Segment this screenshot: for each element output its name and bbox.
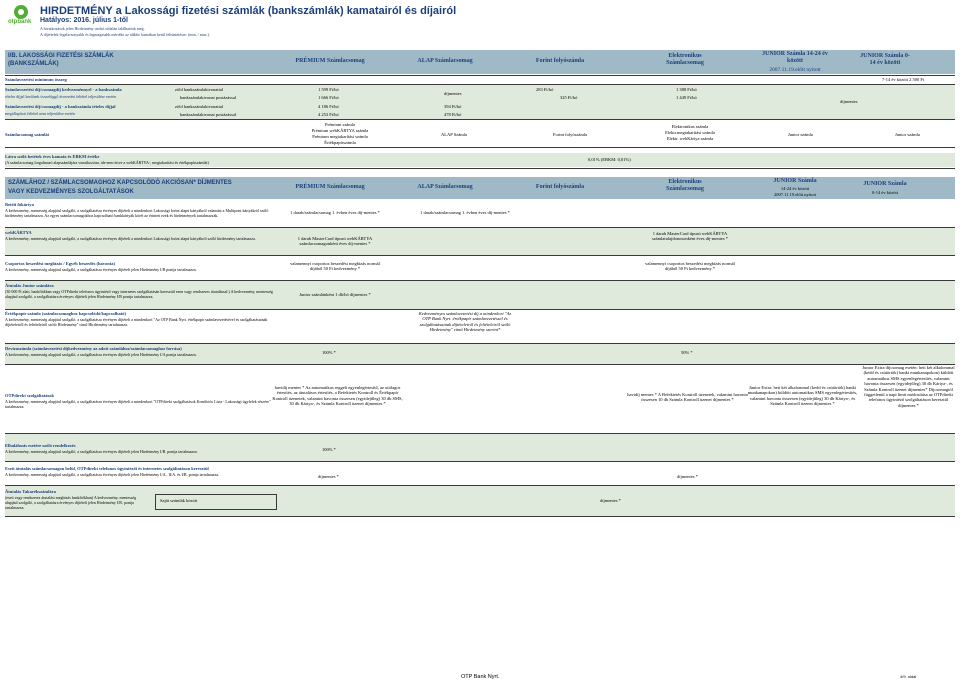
row6-label: OTPdirekt szolgáltatások [5, 393, 55, 398]
row1-elektr: 1 darab MasterCard típusú webKÁRTYA számlatulajdonosonként éves díj-mentes * [651, 231, 729, 242]
col-junior1-sub: 2007.11.19.előtt nyitott [769, 67, 821, 73]
row2-elektr: valamennyi csoportos beszedési megbízás normál díjából 50 Ft kedvezmény * [645, 261, 735, 272]
fee2-row1-desc: zöld bankszámlakivonattal [175, 104, 224, 109]
accounts-premium-3: Értékpapírszámla [324, 140, 356, 145]
fee1-alap2: 325 Ft/hó [560, 95, 578, 100]
s2-junior1-sub: 14-24 év között [780, 186, 810, 191]
fee2-row1-val: 4 186 Ft/hó [318, 104, 339, 109]
col-junior1: JUNIOR Számla 14-24 év között [762, 51, 828, 64]
page-number: 4/9. oldal [900, 674, 917, 679]
col-forint: Forint folyószámla [535, 58, 585, 64]
accounts-forint: Forint folyószámla [553, 132, 588, 137]
row2-label: Csoportos beszedési megbízás / Egyéb beszedés (havonta) [5, 261, 115, 266]
row0-alap: 1 darab/számlacsomag 1. évben éves díj-mentes * [420, 210, 510, 215]
accounts-elektr-0: Elektronikus számla [671, 124, 709, 129]
section1-title: I/B. LAKOSSÁGI FIZETÉSI SZÁMLÁK [8, 53, 114, 59]
row8-desc: A kedvezmény, mentesség alapjául szolgáló, a szolgáltatásra érvényes díjtételt jelen Hirdetmény I/A., II/A. és I/B. pontja tartalmazza. [5, 472, 219, 477]
fee1-forint1: 1 388 Ft/hó [676, 87, 697, 92]
row7-label: Elhalálozás esetére szóló rendelkezés [5, 443, 76, 448]
row8-label: Eseti átutalás számlacsomagon belül, OTPdirekt telefonos ügyintézői és internetes szolgáltatáson keresztül [5, 466, 209, 471]
row9-sub: Saját számlák között [160, 498, 198, 503]
fee2-label2: megállapított feltétel nem teljesülése esetén [5, 111, 75, 116]
row5-label: Devizaszámla (számlavezetési díjkedvezmény az adott számlához/számlacsomaghoz forrása) [5, 346, 182, 351]
accounts-elektr-2: Elektr. webKártya számla [666, 136, 714, 141]
fee1-forint2: 1 449 Ft/hó [676, 95, 697, 100]
interest-label: Látra szóló betétek éves kamata és EBKM értéke [5, 154, 100, 159]
row0-label: Betéti fókártya [5, 202, 34, 207]
section2-subtitle: VAGY KEDVEZMÉNYES SZOLGÁLTATÁSOK [8, 189, 134, 195]
s2-col-forint: Forint folyószámla [535, 184, 585, 190]
accounts-junior2: Junior számla [895, 132, 920, 137]
s2-col-premium: PRÉMIUM Számlacsomag [295, 184, 365, 190]
col-elektr: Elektronikus Számlacsomag [666, 53, 704, 66]
effective-date: Hatályos: 2016. július 1-től [40, 17, 128, 24]
accounts-premium-0: Prémium számla [324, 122, 356, 127]
s2-junior1-sub2: 2007.11.19.előtt nyitott [773, 192, 817, 197]
row5-premium: 100% * [322, 350, 336, 355]
col-premium: PRÉMIUM Számlacsomag [295, 58, 365, 64]
row2-desc: A kedvezmény, mentesség alapjául szolgáló, a szolgáltatásra érvényes díjtételt jelen Hirdetmény I/B pontja tartalmazza. [5, 267, 197, 272]
logo-text: otpbank [8, 19, 32, 25]
interest-value: 0,01% (EBKM: 0,01%) [588, 157, 631, 162]
row0-premium: 1 darab/számlacsomag 1. évben éves díj-mentes * [290, 210, 380, 215]
row1-desc: A kedvezmény, mentesség alapjául szolgáló, a szolgáltatásra érvényes díjtételt a mindenkori Lakossági forint alapú kártyákról szóló hirdetmény tartalmazza. [5, 236, 256, 241]
row7-premium: 100% * [322, 447, 336, 452]
row3-premium: Junior számlánként 1 db/hó díjmentes * [299, 292, 371, 297]
fee2-row2-desc: bankszámlakivonat postázással [180, 112, 237, 117]
accounts-elektr-1: Elektr.megtakarítási számla [665, 130, 715, 135]
row5-elektr: 50% * [681, 350, 693, 355]
footer-bank: OTP Bank Nyrt. [461, 674, 500, 680]
fee1-alap1: 283 Ft/hó [536, 87, 554, 92]
accounts-label: Számlacsomag számlái [5, 132, 49, 137]
fee2-alap1: 394 Ft/hó [444, 104, 462, 109]
note-1: A hivatkozások jelen Hirdetmény utolsó oldalán találhatóak meg. [40, 26, 145, 31]
row5-desc: A kedvezmény, mentesség alapjául szolgáló, a szolgáltatásra érvényes díjtételt jelen Hirdetmény I/A pontja tartalmazza. [5, 352, 197, 357]
row6-premium: havidíj mentes * Az automatikus reggeli egyenlegértesítő, az utólagos értesítés, az átutalásos értesítés, a Befektetés Kontroll és Értékpapír Kontroll üzenetek, valamint havonta összesen (egyidejűleg) 30 db SMS, 30 db Kártya-, és Számla Kontroll üzenet díjmentes * [272, 385, 403, 407]
fee2-label: Számlavezetési díj/csomagdíj - a bankszámla tételes díjjal [5, 104, 116, 109]
row9-desc: (eseti vagy rendszeres átutalási megbízás bankfiókban) A kedvezmény, mentesség alapjául szolgáló, a szolgáltatásra érvényes díjtételt jelen Hirdetmény I/B. pontja tartalmazza. [5, 495, 137, 510]
s2-col-junior2: JUNIOR Számla [863, 181, 907, 187]
row6-elektr: havidíj mentes * A Befektetés Kontroll üzenetek, valamint havonta összesen 10 db Számla Kontroll üzenet díjmentes * [627, 392, 748, 403]
otp-logo [6, 4, 36, 26]
accounts-alap: ALAP Számla [441, 132, 467, 137]
fee1-row2-desc: bankszámlakivonat postázással [180, 95, 237, 100]
fee1-label2: tételes díjjal kerülnek összefüggő átvezetési feltétel teljesülése esetén [5, 94, 116, 99]
fee1-row1-desc: zöld bankszámlakivonattal [175, 87, 224, 92]
row2-premium: valamennyi csoportos beszedési megbízás normál díjából 50 Ft kedvezmény * [290, 261, 380, 272]
row1-label: webKÁRTYA [5, 230, 32, 235]
row4-alap: Kedvezményes számlavezetési díj a mindenkori "Az OTP Bank Nyrt. értékpapír számlavezetéssel és szolgáltatásainak díjtételeiről és feltételeiről szóló Hirdetmény" című Hirdetmény szerint* [418, 311, 512, 333]
s2-col-alap: ALAP Számlacsomag [417, 184, 473, 190]
section1-subtitle: (BANKSZÁMLÁK) [8, 61, 59, 67]
fee2-alap2: 478 Ft/hó [444, 112, 462, 117]
row3-label: Átutalás Junior számlára [5, 283, 54, 288]
row4-label: Értékpapír számla (számlacsomaghoz kapcsolódó/kapcsolható) [5, 311, 127, 316]
min-balance-label: Számlavezetési minimum összeg [5, 77, 67, 82]
interest-sub: (A számlacsomag forgalmazó alapszámlájára vonatkozóan, ide nem értve a webKÁRTYA-, megtakarítási és értékpapírszámlát) [5, 160, 209, 165]
row9-label: Átutalás Takarékszámlára [5, 489, 56, 494]
row9-value: díjmentes * [600, 498, 621, 503]
accounts-premium-1: Prémium webKÁRTYA számla [311, 128, 369, 133]
col-alap: ALAP Számlacsomag [417, 58, 473, 64]
dijmentes-right: díjmentes [840, 99, 858, 104]
fee1-row1-val: 1 599 Ft/hó [318, 87, 339, 92]
row7-desc: A kedvezmény, mentesség alapjául szolgáló, a szolgáltatásra érvényes díjtételt jelen Hirdetmény I/B. pontja tartalmazza. [5, 449, 198, 454]
row8-premium: díjmentes * [318, 474, 339, 479]
note-2: A díjtételek legalacsonyabb és legmagasabb mértéke az alábbi formában kerül feltüntetésre: (min. / max.). [40, 32, 210, 37]
row1-premium: 1 darab MasterCard típusú webKÁRTYA számlacsomagonként éves díj-mentes * [297, 236, 373, 247]
accounts-premium-2: Prémium megtakarítási számla [312, 134, 368, 139]
min-balance-value: 7-14 év között 2 500 Ft [882, 77, 925, 82]
s2-col-junior1: JUNIOR Számla [773, 178, 817, 184]
row3-desc: (30 000 Ft alatt, bankfiókban vagy OTPdirekt telefonos ügyintéző vagy internetes szolgáltatásán keresztül ezen vagy rendszeres átutalással.) A kedvezmény, mentesség alapjául szolgáló, a szolgáltatásra érvényes díjtételt jelen Hirdetmény I/B pontja tartalmazza. [5, 289, 273, 299]
row6-junior1: Junior Extra: heti két alkalommal (kedd és csütörtök) banki munkanapokon) küldött automatikus SMS egyenlegértesítés, valamint havonta összesen (egyidejűleg) 30 db Kártya-, és Számla Kontroll üzenet díjmentes * [747, 385, 858, 407]
accounts-junior1: Junior számla [788, 132, 813, 137]
row8-elektr: díjmentes * [677, 474, 698, 479]
fee1-row2-val: 1 666 Ft/hó [318, 95, 339, 100]
section2-title: SZÁMLÁHOZ / SZÁMLACSOMAGHOZ KAPCSOLÓDÓ AKCIÓSAN* DÍJMENTES [8, 180, 232, 186]
row6-desc: A kedvezmény, mentesség alapjául szolgáló, a szolgáltatásra érvényes díjtételt a mindenkori "OTPdirekt szolgáltatások Kondíciós Lista - Lakossági ügyfelek részére" tartalmazza. [5, 399, 271, 409]
row4-desc: A kedvezmény, mentesség alapjául szolgáló, a szolgáltatásra érvényes díjtételt a mindenkori "Az OTP Bank Nyrt. értékpapír számlavezetésével és szolgáltatásainak díjtételeiről és feltételeiről szóló Hirdetmény" című Hirdetmény tartalmazza. [5, 317, 268, 327]
row0-desc: A kedvezmény, mentesség alapjául szolgáló, a szolgáltatásra érvényes díjtételt a mindenkori Lakossági forint alapú kártyákról valamint a Multipont kártyákról szóló hirdetmény tartalmazza. Az egyes számlacsomagokhoz kapcsolható bankkártyák körét az érintett ezek és hirdetmények tartalmazzák. [5, 208, 269, 218]
page-title: HIRDETMÉNY a Lakossági fizetési számlák (bankszámlák) kamatairól és díjairól [40, 5, 457, 17]
col-junior2: JUNIOR Számla 0-14 év között [860, 53, 910, 66]
fee1-dijmentes: díjmentes [444, 91, 462, 96]
s2-junior2-sub: 0-14 év között [872, 190, 898, 195]
fee2-row2-val: 4 253 Ft/hó [318, 112, 339, 117]
row6-junior2: Junior Extra díjcsomag esetén: heti két alkalommal (kedd és csütörtök) banki munkanapokon) küldött automatikus SMS egyenlegértesítés, valamint havonta összesen (egyidejűleg) 30 db Kártya-, és Számla Kontroll üzenet díjmentes* Díjcsomagtól függetlenül a napi limit módosítása az OTPdirekt telefonos ügyintéző szolgáltatáson keresztül díjmentes * [862, 365, 955, 408]
s2-col-elektr: Elektronikus Számlacsomag [666, 179, 704, 192]
fee1-label: Számlavezetési díj/csomagdíj kedvezménnyel - a bankszámla [5, 87, 122, 92]
